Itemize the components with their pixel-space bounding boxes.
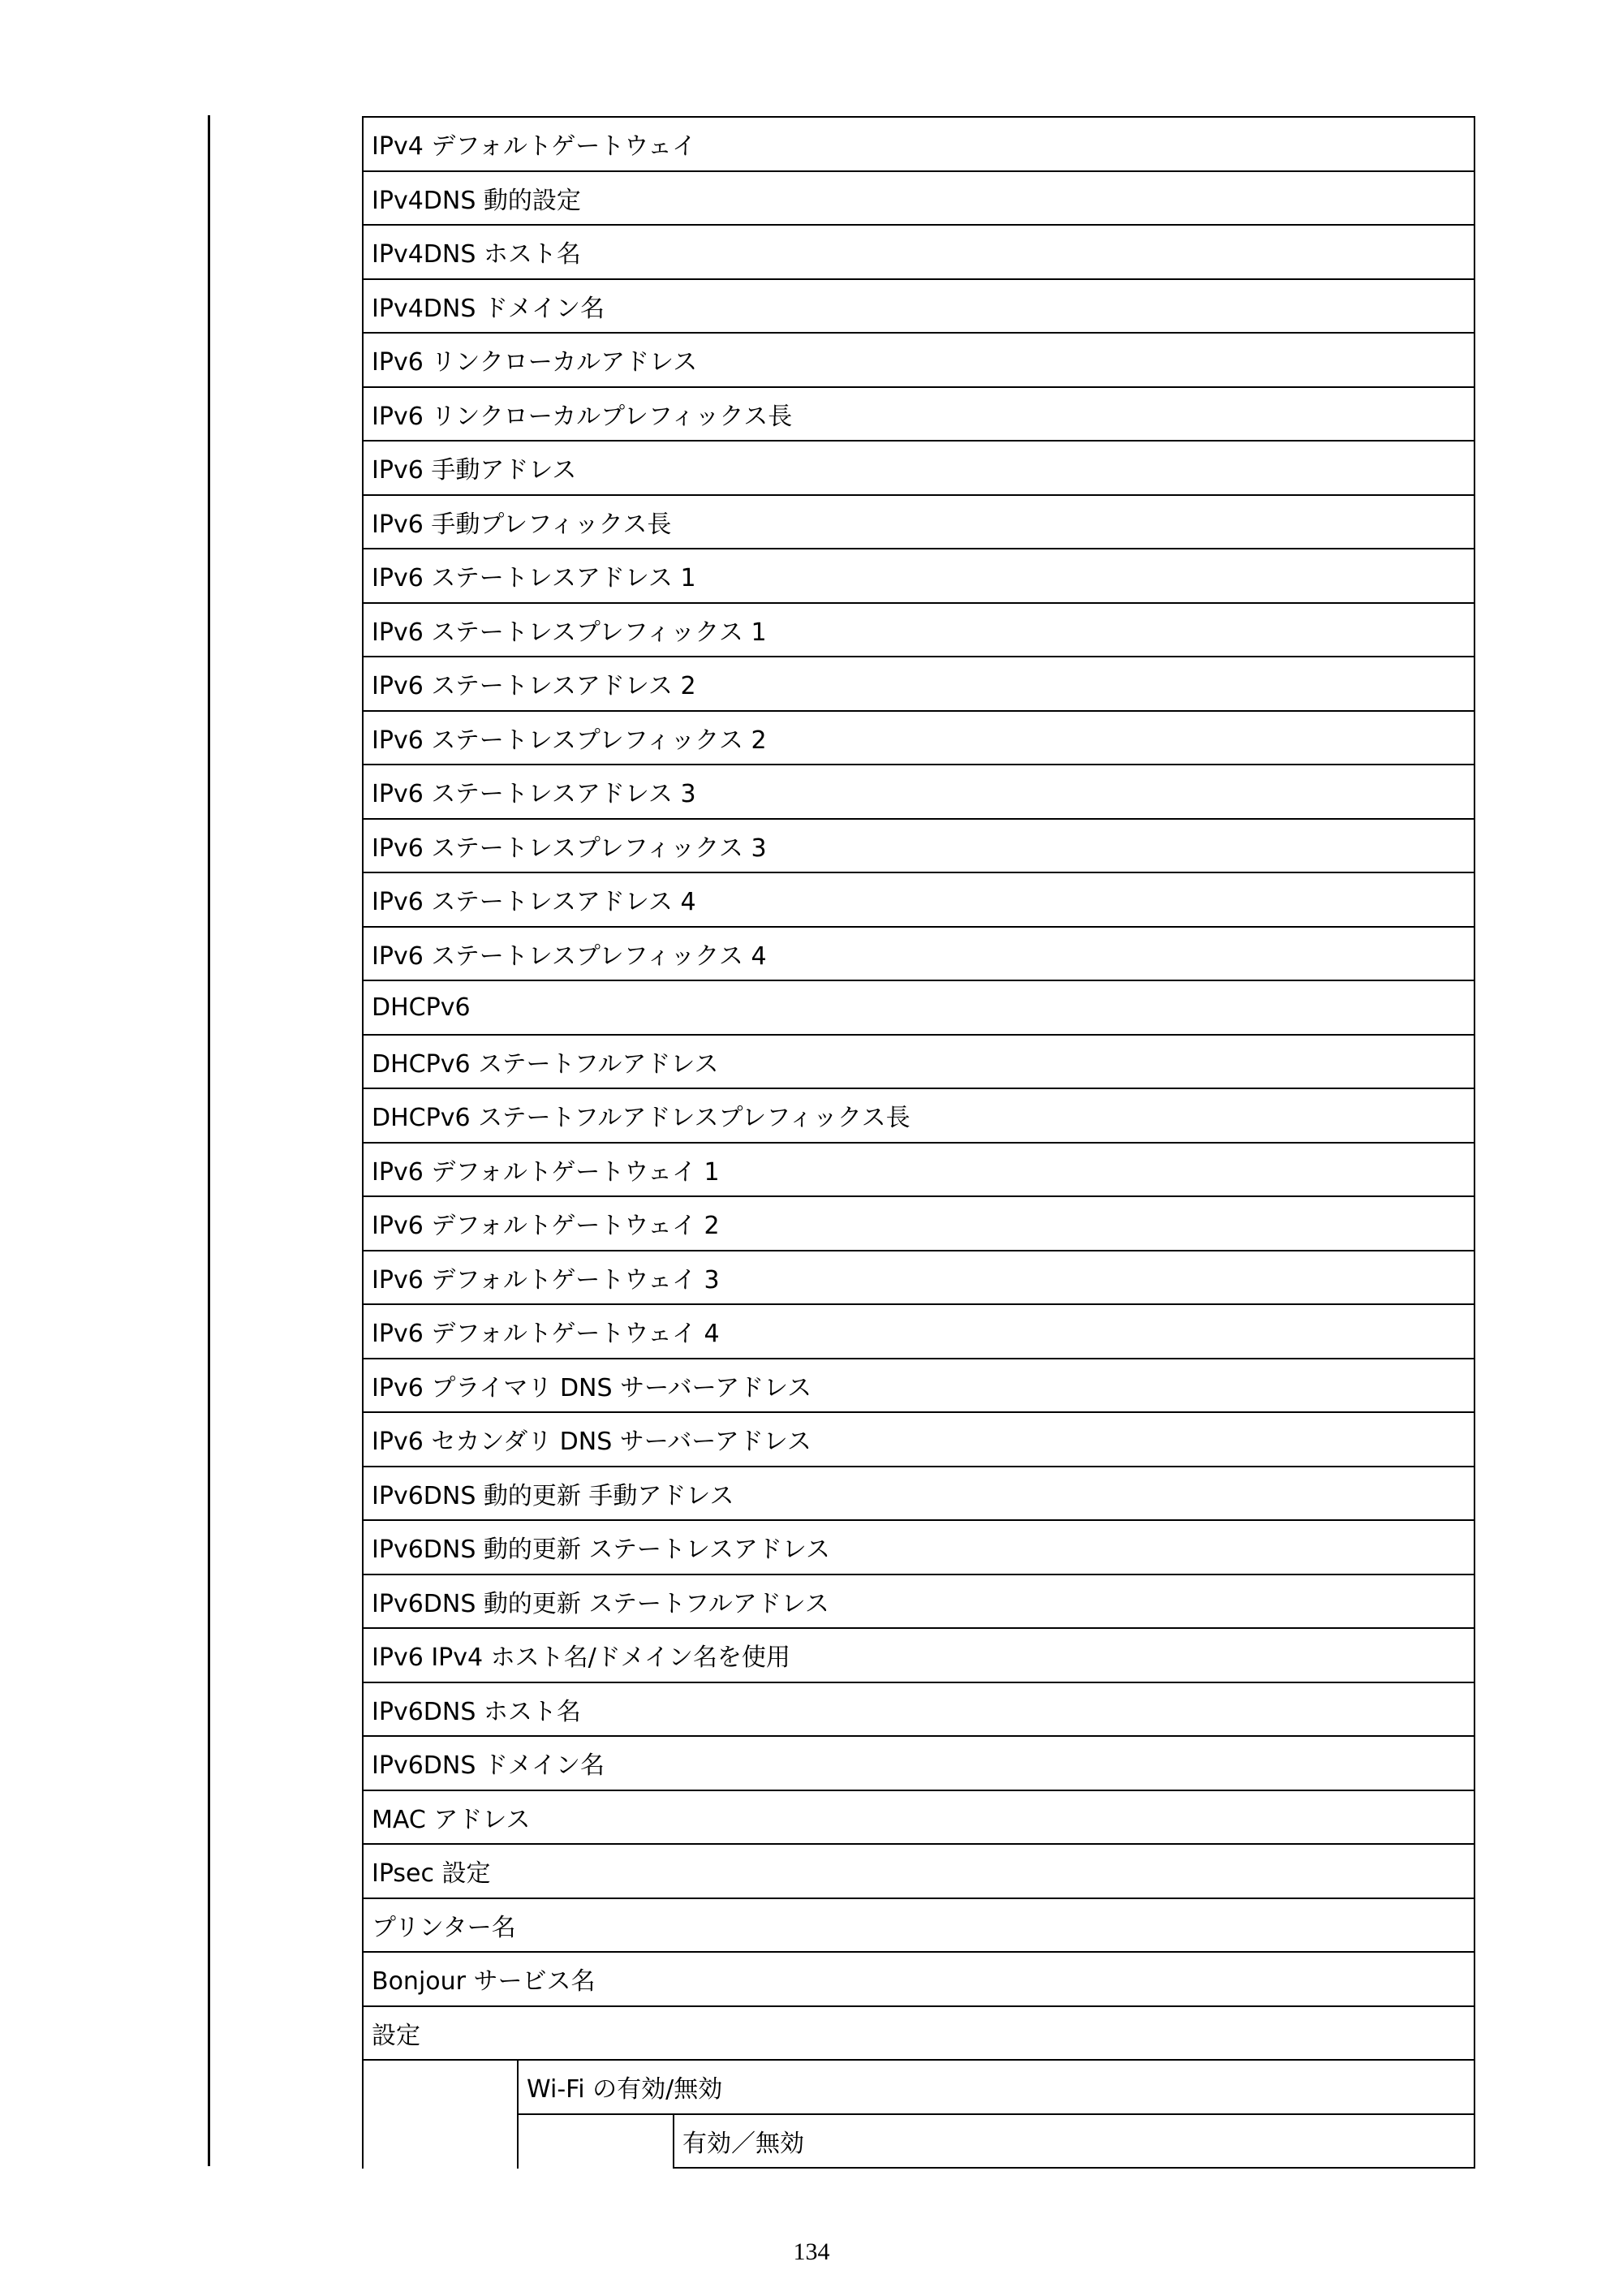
table-row — [362, 1953, 1475, 2007]
setting-item-label: IPv6 リンクローカルアドレス — [372, 348, 698, 377]
indent-rail — [362, 2061, 364, 2169]
table-row — [362, 1359, 1475, 1414]
table-row — [362, 1413, 1475, 1467]
page-number: 134 — [793, 2238, 830, 2265]
setting-item-label: IPv4 デフォルトゲートウェイ — [372, 132, 697, 162]
table-row — [362, 981, 1475, 1036]
table-row — [362, 1737, 1475, 1791]
table-row — [362, 1036, 1475, 1090]
table-row — [362, 1089, 1475, 1144]
setting-item-label: IPv4DNS ホスト名 — [372, 240, 581, 269]
setting-item-label: IPv6DNS 動的更新 手動アドレス — [372, 1481, 734, 1510]
table-row — [362, 820, 1475, 874]
table-row — [362, 765, 1475, 820]
table-row — [362, 1521, 1475, 1575]
setting-item-label: IPv6 プライマリ DNS サーバーアドレス — [372, 1373, 812, 1402]
indent-rail — [517, 2115, 519, 2169]
setting-item-label: DHCPv6 — [372, 993, 471, 1022]
setting-item-label: IPv6 セカンダリ DNS サーバーアドレス — [372, 1428, 812, 1457]
settings-item-table — [362, 116, 1475, 2169]
setting-item-label: IPv6 ステートレスアドレス 2 — [372, 672, 696, 701]
table-row — [362, 604, 1475, 658]
table-row — [362, 1629, 1475, 1683]
table-row — [362, 1899, 1475, 1954]
table-subsubrow — [673, 2115, 1475, 2169]
setting-item-label: IPv6 ステートレスプレフィックス 1 — [372, 618, 767, 647]
setting-item-label: IPv6DNS 動的更新 ステートレスアドレス — [372, 1536, 831, 1565]
setting-item-label: IPv6DNS 動的更新 ステートフルアドレス — [372, 1589, 829, 1618]
setting-item-label: MAC アドレス — [372, 1805, 531, 1834]
setting-item-label: Wi-Fi の有効/無効 — [527, 2075, 723, 2104]
table-row — [362, 1683, 1475, 1738]
setting-item-label: IPv6 ステートレスプレフィックス 3 — [372, 834, 767, 863]
table-row — [362, 549, 1475, 604]
setting-item-label: IPv6 デフォルトゲートウェイ 1 — [372, 1157, 720, 1187]
setting-item-label: IPv6 IPv4 ホスト名/ドメイン名を使用 — [372, 1643, 790, 1673]
setting-item-label: IPv6 デフォルトゲートウェイ 4 — [372, 1320, 720, 1349]
table-row — [362, 928, 1475, 982]
table-row — [362, 388, 1475, 442]
setting-item-label: IPv6 ステートレスアドレス 3 — [372, 780, 696, 809]
left-margin-rule — [208, 115, 210, 2166]
table-row — [362, 226, 1475, 280]
table-row — [362, 1197, 1475, 1251]
table-row — [362, 1575, 1475, 1630]
setting-item-label: IPsec 設定 — [372, 1859, 491, 1889]
setting-item-label: 設定 — [372, 2021, 420, 2050]
setting-item-label: IPv6 リンクローカルプレフィックス長 — [372, 402, 793, 431]
table-row — [362, 118, 1475, 172]
table-row — [362, 442, 1475, 496]
setting-item-label: DHCPv6 ステートフルアドレスプレフィックス長 — [372, 1104, 911, 1133]
setting-item-label: IPv4DNS 動的設定 — [372, 186, 581, 215]
setting-item-label: プリンター名 — [372, 1913, 516, 1942]
setting-item-label: DHCPv6 ステートフルアドレス — [372, 1049, 719, 1079]
setting-item-label: IPv6DNS ドメイン名 — [372, 1751, 605, 1781]
setting-item-label: 有効／無効 — [682, 2129, 804, 2158]
table-row — [362, 1845, 1475, 1899]
table-row — [362, 1144, 1475, 1198]
table-row — [362, 712, 1475, 766]
table-row — [362, 657, 1475, 712]
setting-item-label: IPv6 手動プレフィックス長 — [372, 510, 672, 539]
table-row — [362, 1467, 1475, 1522]
table-row — [362, 334, 1475, 388]
table-row — [362, 1251, 1475, 1306]
setting-item-label: IPv6 デフォルトゲートウェイ 3 — [372, 1265, 720, 1294]
setting-item-label: IPv6DNS ホスト名 — [372, 1697, 581, 1726]
setting-item-label: IPv6 ステートレスプレフィックス 2 — [372, 726, 767, 755]
setting-item-label: IPv6 手動アドレス — [372, 456, 577, 485]
setting-item-label: IPv4DNS ドメイン名 — [372, 294, 605, 323]
table-row — [362, 2007, 1475, 2061]
table-row — [362, 873, 1475, 928]
table-subrow — [517, 2061, 1475, 2115]
table-row — [362, 1791, 1475, 1846]
setting-item-label: Bonjour サービス名 — [372, 1967, 596, 1997]
table-row — [362, 172, 1475, 226]
setting-item-label: IPv6 ステートレスアドレス 1 — [372, 564, 696, 593]
setting-item-label: IPv6 ステートレスプレフィックス 4 — [372, 941, 767, 971]
table-row — [362, 496, 1475, 550]
setting-item-label: IPv6 ステートレスアドレス 4 — [372, 888, 696, 917]
table-row — [362, 1305, 1475, 1359]
setting-item-label: IPv6 デフォルトゲートウェイ 2 — [372, 1212, 720, 1241]
table-row — [362, 280, 1475, 334]
